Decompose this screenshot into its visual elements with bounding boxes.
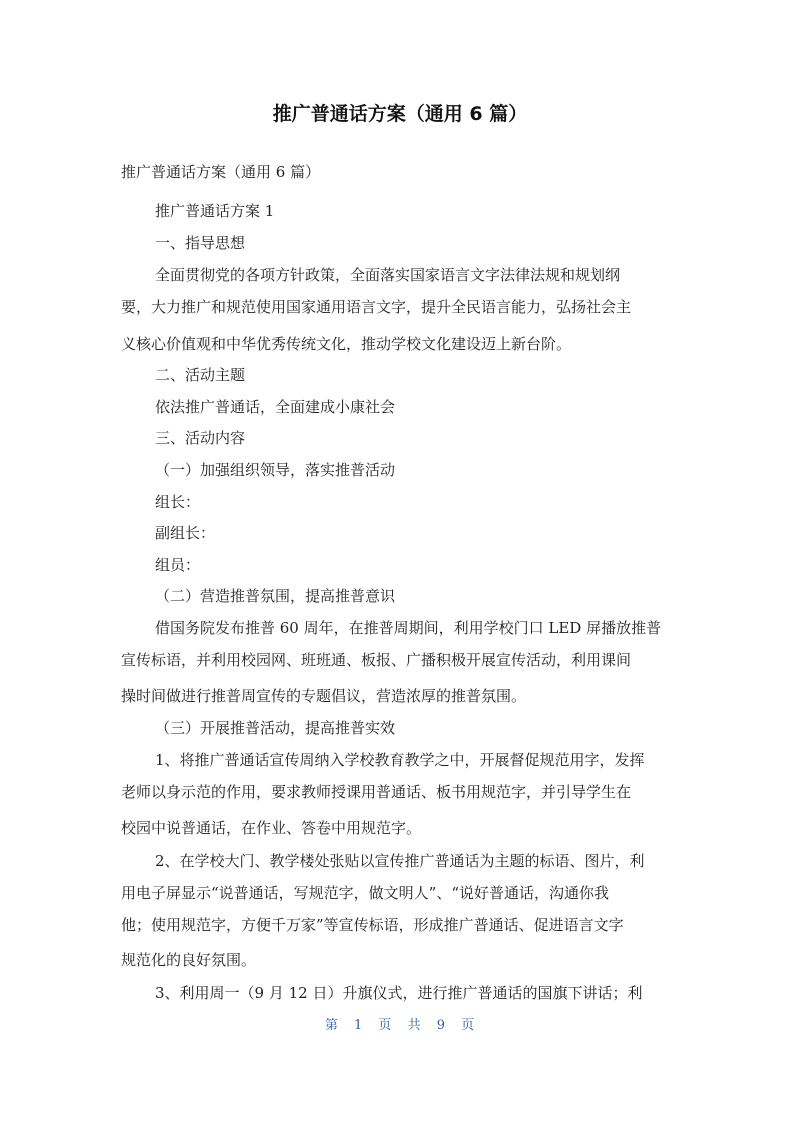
section-heading: 三、活动内容 bbox=[155, 429, 246, 447]
body-line: 组员： bbox=[155, 556, 201, 574]
body-line: 组长： bbox=[155, 493, 201, 511]
body-line: 2、在学校大门、教学楼处张贴以宣传推广普通话为主题的标语、图片，利 bbox=[155, 852, 645, 870]
body-line: 操时间做进行推普周宣传的专题倡议，营造浓厚的推普氛围。 bbox=[121, 687, 527, 705]
body-line: 义核心价值观和中华优秀传统文化，推动学校文化建设迈上新台阶。 bbox=[121, 335, 572, 353]
body-line: 他；使用规范字，方便千万家”等宣传标语，形成推广普通话、促进语言文字 bbox=[121, 916, 624, 934]
footer-page-label: 第 bbox=[324, 1018, 339, 1033]
body-line: 老师以身示范的作用，要求教师授课用普通话、板书用规范字，并引导学生在 bbox=[121, 783, 632, 801]
body-line: 全面贯彻党的各项方针政策，全面落实国家语言文字法律法规和规划纲 bbox=[155, 266, 621, 284]
body-line: 宣传标语，并利用校园网、班班通、板报、广播积极开展宣传活动，利用课间 bbox=[121, 651, 632, 669]
body-line: 借国务院发布推普 60 周年，在推普周期间，利用学校门口 LED 屏播放推普 bbox=[155, 619, 662, 637]
body-line: 依法推广普通话，全面建成小康社会 bbox=[155, 398, 396, 416]
sub-heading: （二）营造推普氛围，提高推普意识 bbox=[155, 587, 396, 605]
footer-total-word: 页 bbox=[461, 1018, 476, 1033]
footer-page-word: 页 bbox=[378, 1018, 393, 1033]
sub-heading: （三）开展推普活动，提高推普实效 bbox=[155, 719, 396, 737]
section-heading: 二、活动主题 bbox=[155, 366, 246, 384]
footer-page-number: 1 bbox=[353, 1018, 364, 1033]
body-line: 3、利用周一（9 月 12 日）升旗仪式，进行推广普通话的国旗下讲话；利 bbox=[155, 984, 643, 1002]
sub-heading: （一）加强组织领导，落实推普活动 bbox=[155, 461, 396, 479]
page-footer bbox=[0, 1014, 800, 1033]
footer-total-label: 共 bbox=[407, 1018, 422, 1033]
body-line: 1、将推广普通话宣传周纳入学校教育教学之中，开展督促规范用字，发挥 bbox=[155, 751, 645, 769]
body-line: 推广普通话方案（通用 6 篇） bbox=[121, 163, 321, 181]
section-heading: 一、指导思想 bbox=[155, 234, 246, 252]
footer-total-pages: 9 bbox=[436, 1018, 446, 1033]
body-line: 推广普通话方案 1 bbox=[155, 202, 275, 220]
body-line: 规范化的良好氛围。 bbox=[121, 951, 257, 969]
body-line: 用电子屏显示“说普通话，写规范字，做文明人”、“说好普通话，沟通你我 bbox=[121, 884, 610, 902]
body-line: 要，大力推广和规范使用国家通用语言文字，提升全民语言能力，弘扬社会主 bbox=[121, 298, 632, 316]
body-line: 副组长： bbox=[155, 524, 216, 542]
page-title: 推广普通话方案（通用 6 篇） bbox=[272, 103, 528, 125]
body-line: 校园中说普通话，在作业、答卷中用规范字。 bbox=[121, 819, 422, 837]
